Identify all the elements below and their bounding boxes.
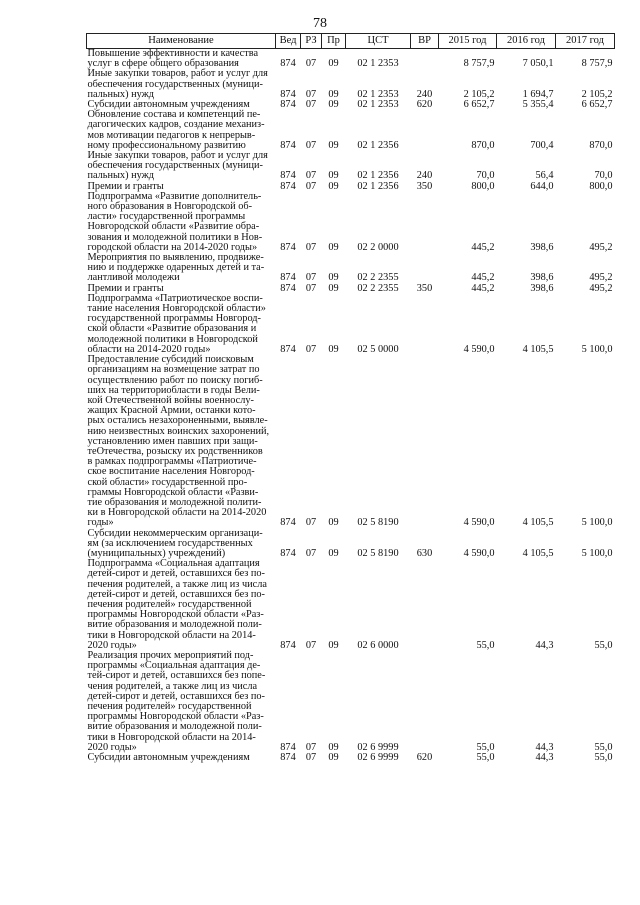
row-pr: 09 [328, 547, 339, 559]
row-value-2015: 70,0 [476, 170, 495, 182]
row-ved: 874 [280, 180, 296, 192]
row-value-2016: 7 050,1 [522, 58, 554, 70]
row-name: Подпрограмма «Социальная адаптация детей-сирот и детей, оставшихся без по- печения родителей, а также лиц из числа детей-сирот и детей, оставшихся без по- печения родителей» государственной программы Новгородской области «Раз- витие образования и молодежной поли- тики в Новгородской области на 2014- 2020 годы» [87, 558, 267, 651]
header-name: Наименование [87, 34, 276, 49]
row-ved: 874 [280, 517, 296, 529]
row-vr [411, 49, 439, 70]
row-vr [411, 355, 439, 528]
row-rz: 07 [305, 170, 317, 182]
row-ved: 874 [280, 272, 296, 284]
row-ved: 874 [280, 343, 296, 355]
row-value-2015: 55,0 [476, 639, 495, 651]
row-name: Реализация прочих мероприятий под- программы «Социальная адаптация де- тей-сирот и детей, оставшихся без попе- чения родителей, а также лиц из числа детей-сирот и детей, оставшихся без по- печения родителей» государственной программы Новгородской области «Раз- витие образования и молодежной поли- тики в Новгородской области на 2014- 2020 годы» [87, 649, 266, 753]
row-value-2017: 55,0 [594, 741, 613, 753]
row-ved: 874 [280, 88, 296, 100]
budget-table [86, 33, 615, 763]
row-name: Мероприятия по выявлению, продвиже- нию и поддержке одаренных детей и та- лантливой молодежи [87, 252, 265, 284]
row-rz: 07 [305, 139, 317, 151]
row-vr: 620 [416, 752, 433, 764]
row-vr [411, 192, 439, 253]
row-rz: 07 [305, 639, 317, 651]
row-rz: 07 [305, 343, 317, 355]
row-vr [411, 294, 439, 355]
header-2017: 2017 год [556, 34, 615, 49]
table-row [87, 110, 615, 151]
row-pr: 09 [328, 752, 339, 764]
row-value-2016: 56,4 [535, 170, 554, 182]
row-cst: 02 2 2355 [357, 272, 399, 284]
row-value-2017: 5 100,0 [581, 547, 613, 559]
table-row [87, 294, 615, 355]
header-ved: Вед [276, 34, 301, 49]
row-ved: 874 [280, 139, 296, 151]
row-vr [411, 253, 439, 284]
row-vr: 620 [416, 99, 433, 111]
row-value-2015: 4 590,0 [463, 343, 495, 355]
row-cst: 02 1 2356 [357, 170, 399, 182]
row-value-2016: 44,3 [535, 752, 554, 764]
row-cst: 02 6 0000 [357, 639, 399, 651]
row-ved: 874 [280, 241, 296, 253]
row-pr: 09 [328, 170, 339, 182]
row-ved: 874 [280, 752, 296, 764]
row-pr: 09 [328, 88, 339, 100]
row-value-2016: 4 105,5 [522, 547, 554, 559]
row-rz: 07 [305, 99, 317, 111]
row-name: Обновление состава и компетенций пе- дагогических кадров, создание механиз- мов мотивации педагогов к непрерыв- ному профессиональному развитию [87, 109, 265, 151]
row-pr: 09 [328, 180, 339, 192]
row-value-2016: 398,6 [530, 282, 554, 294]
row-ved: 874 [280, 99, 296, 111]
row-rz: 07 [305, 180, 317, 192]
row-rz: 07 [305, 241, 317, 253]
row-cst: 02 2 0000 [357, 241, 399, 253]
header-cst: ЦСТ [346, 34, 411, 49]
row-value-2015: 800,0 [471, 180, 495, 192]
table-row [87, 192, 615, 253]
table-row [87, 69, 615, 100]
row-name: Премии и гранты [87, 180, 164, 192]
table-row [87, 651, 615, 753]
row-cst: 02 1 2353 [357, 88, 399, 100]
row-vr: 630 [416, 547, 433, 559]
row-ved: 874 [280, 170, 296, 182]
row-value-2017: 55,0 [594, 639, 613, 651]
row-value-2016: 700,4 [530, 139, 554, 151]
table-row [87, 559, 615, 651]
row-value-2017: 495,2 [589, 282, 613, 294]
row-vr: 350 [416, 180, 433, 192]
row-vr [411, 559, 439, 651]
row-cst: 02 6 9999 [357, 741, 399, 753]
row-value-2016: 644,0 [530, 180, 554, 192]
row-value-2015: 870,0 [471, 139, 495, 151]
row-name: Предоставление субсидий поисковым организациям на возмещение затрат по осуществлению работ по поиску погиб- ших на территориобласти в годы Вели- кой Отечественной войны военнослу- жащих Красной Армии, останки кото- рых остались незахороненными, выявле- нию неизвестных воинских захоронений, установлению имен павших при защи- теОтечества, розыску их родственников в рамках подпрограммы «Патриотиче- ское воспитание населения Новгород- ской области» государственной про- граммы Новгородской области «Разви- тие образования и молодежной полити- ки в Новгородской области на 2014-2020 годы» [87, 354, 270, 529]
row-rz: 07 [305, 282, 317, 294]
row-ved: 874 [280, 547, 296, 559]
row-value-2017: 5 100,0 [581, 517, 613, 529]
row-vr [411, 110, 439, 151]
row-name: Премии и гранты [87, 282, 164, 294]
row-value-2015: 445,2 [471, 241, 495, 253]
table-header-row [87, 34, 615, 49]
row-value-2016: 4 105,5 [522, 517, 554, 529]
row-value-2017: 2 105,2 [581, 88, 613, 100]
table-row [87, 355, 615, 528]
row-value-2015: 6 652,7 [463, 99, 495, 111]
row-vr: 240 [416, 170, 433, 182]
table-row [87, 49, 615, 70]
row-cst: 02 1 2353 [357, 58, 399, 70]
row-cst: 02 5 8190 [357, 517, 399, 529]
row-rz: 07 [305, 741, 317, 753]
row-value-2017: 495,2 [589, 241, 613, 253]
row-value-2015: 445,2 [471, 272, 495, 284]
row-value-2015: 8 757,9 [463, 58, 495, 70]
row-pr: 09 [328, 139, 339, 151]
row-name: Субсидии автономным учреждениям [87, 99, 250, 111]
row-value-2016: 1 694,7 [522, 88, 554, 100]
row-value-2015: 2 105,2 [463, 88, 495, 100]
header-vr: ВР [411, 34, 439, 49]
row-rz: 07 [305, 752, 317, 764]
row-value-2016: 44,3 [535, 639, 554, 651]
row-value-2016: 44,3 [535, 741, 554, 753]
row-name: Повышение эффективности и качества услуг в сфере общего образования [87, 48, 259, 70]
row-value-2017: 870,0 [589, 139, 613, 151]
table-body [87, 49, 615, 764]
row-value-2017: 55,0 [594, 752, 613, 764]
row-rz: 07 [305, 58, 317, 70]
row-pr: 09 [328, 272, 339, 284]
row-ved: 874 [280, 741, 296, 753]
row-value-2015: 4 590,0 [463, 547, 495, 559]
row-pr: 09 [328, 282, 339, 294]
row-value-2017: 6 652,7 [581, 99, 613, 111]
table-row [87, 753, 615, 763]
row-value-2017: 8 757,9 [581, 58, 613, 70]
table-row [87, 529, 615, 560]
row-vr [411, 651, 439, 753]
header-rz: РЗ [301, 34, 322, 49]
row-cst: 02 5 8190 [357, 547, 399, 559]
header-pr: Пр [322, 34, 346, 49]
row-cst: 02 1 2353 [357, 99, 399, 111]
row-value-2016: 4 105,5 [522, 343, 554, 355]
row-value-2016: 5 355,4 [522, 99, 554, 111]
row-cst: 02 5 0000 [357, 343, 399, 355]
row-value-2015: 445,2 [471, 282, 495, 294]
row-pr: 09 [328, 99, 339, 111]
row-value-2017: 495,2 [589, 272, 613, 284]
row-pr: 09 [328, 741, 339, 753]
row-vr: 350 [416, 282, 433, 294]
row-rz: 07 [305, 547, 317, 559]
row-vr: 240 [416, 88, 433, 100]
row-name: Субсидии некоммерческим организаци- ям (за исключением государственных (муниципальных) учреждений) [87, 527, 263, 559]
table-row [87, 151, 615, 182]
table-row [87, 253, 615, 284]
row-value-2017: 70,0 [594, 170, 613, 182]
row-rz: 07 [305, 272, 317, 284]
row-ved: 874 [280, 282, 296, 294]
row-cst: 02 1 2356 [357, 139, 399, 151]
row-value-2016: 398,6 [530, 272, 554, 284]
row-value-2017: 800,0 [589, 180, 613, 192]
row-pr: 09 [328, 241, 339, 253]
row-rz: 07 [305, 88, 317, 100]
row-name: Подпрограмма «Развитие дополнитель- ного образования в Новгородской об- ласти» государственной программы Новгородской области «Развитие обра- зования и молодежной политики в Нов- городской области на 2014-2020 годы» [87, 190, 263, 253]
row-value-2015: 4 590,0 [463, 517, 495, 529]
row-value-2015: 55,0 [476, 741, 495, 753]
row-name: Иные закупки товаров, работ и услуг для обеспечения государственных (муници- пальных) нужд [87, 150, 268, 182]
row-cst: 02 6 9999 [357, 752, 399, 764]
row-pr: 09 [328, 343, 339, 355]
row-value-2015: 55,0 [476, 752, 495, 764]
header-2016: 2016 год [497, 34, 556, 49]
row-name: Иные закупки товаров, работ и услуг для обеспечения государственных (муници- пальных) нужд [87, 68, 268, 100]
row-rz: 07 [305, 517, 317, 529]
page-number: 78 [313, 16, 327, 31]
row-pr: 09 [328, 517, 339, 529]
row-pr: 09 [328, 58, 339, 70]
row-name: Субсидии автономным учреждениям [87, 752, 250, 764]
row-cst: 02 2 2355 [357, 282, 399, 294]
header-2015: 2015 год [439, 34, 497, 49]
row-pr: 09 [328, 639, 339, 651]
row-value-2017: 5 100,0 [581, 343, 613, 355]
row-name: Подпрограмма «Патриотическое воспи- тание населения Новгородской области» государственной программы Новгород- ской области «Развитие образования и молодежной политики в Новгородской области на 2014-2020 годы» [87, 292, 266, 355]
row-cst: 02 1 2356 [357, 180, 399, 192]
row-value-2016: 398,6 [530, 241, 554, 253]
row-ved: 874 [280, 58, 296, 70]
row-ved: 874 [280, 639, 296, 651]
